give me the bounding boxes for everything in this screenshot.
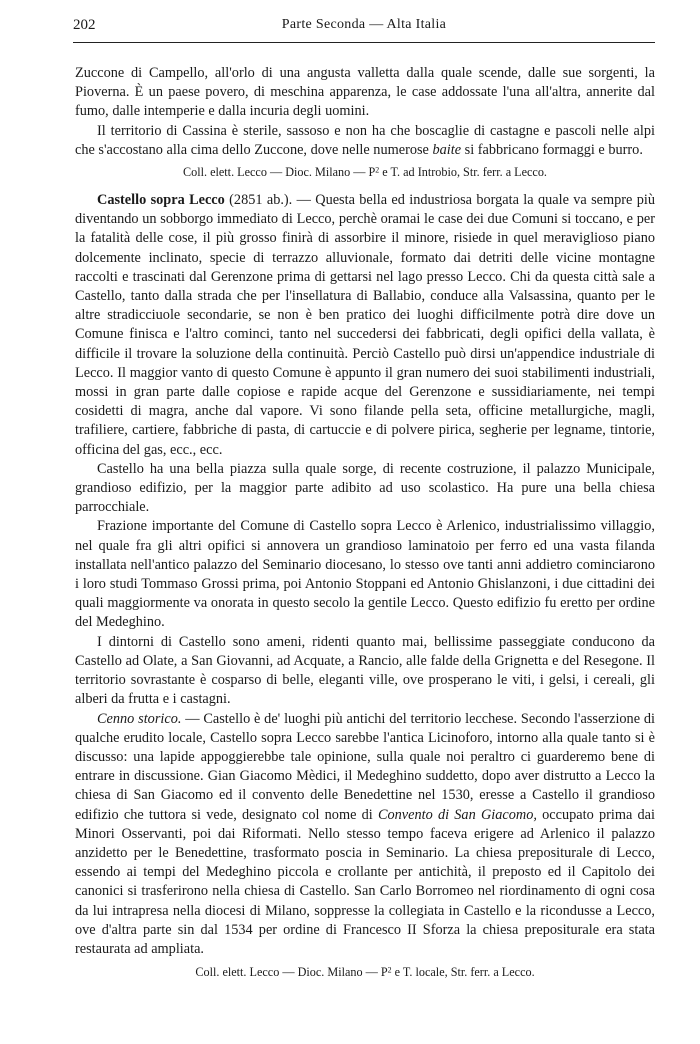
note-superscript: 2 — [375, 165, 380, 175]
note-superscript: 2 — [387, 965, 392, 975]
administrative-note — [75, 963, 655, 981]
running-title: Parte Seconda — Alta Italia — [281, 17, 447, 32]
paragraph-castello-piazza: Castello ha una bella piazza sulla quale sorge, di recente costruzione, il palazzo Municipale, grandioso edifizio, per la maggior parte adibito ad uso scolastico. Ha pure una bella chiesa parrocchiale. — [75, 460, 655, 516]
page-number: 202 — [73, 17, 96, 33]
paragraph-dintorni: I dintorni di Castello sono ameni, ridenti quanto mai, bellissime passeggiate conducono da Castello ad Olate, a San Giovanni, ad Acquate, a Rancio, alle falde della Grignetta e del Resegone. Il territorio sovrastante è cosparso di belle, eleganti ville, ove prosperano le viti, i gelsi, i cereali, gli alberi da frutta e i castagni. — [75, 633, 655, 708]
entry-heading: Castello sopra Lecco — [97, 192, 225, 209]
italic-term: baite — [432, 141, 462, 158]
italic-term: Convento di San Giacomo, — [377, 806, 537, 823]
paragraph-castello-intro — [75, 191, 655, 460]
note-text: e T. locale, Str. ferr. a Lecco. — [391, 965, 535, 980]
note-text: Coll. elett. Lecco — Dioc. Milano — P — [195, 965, 388, 980]
paragraph-cenno-storico — [75, 710, 655, 960]
paragraph-text: si fabbricano formaggi e burro. — [461, 141, 643, 158]
administrative-note — [75, 163, 655, 181]
paragraph-text: (2851 ab.). — Questa bella ed industriosa borgata la quale va sempre più diventando un sobborgo immediato di Lecco, perchè oramai le case dei due Comuni si toccano, e per la fatalità delle cose, il più grosso finirà di assorbire il minore, risiede in quel meraviglioso piano dolcemente inclinato, specie di terrazzo alluvionale, formato dai detriti delle vicine montagne raccolti e trascinati dal Gerenzone prima di gettarsi nel lago presso Lecco. Chi da questa città sale a Castello, tanto dalla strada che per l'insellatura di Ballabio, conduce alla Valsassina, quanto per le altre stradicciuole secondarie, se non è ben pratico dei luoghi difficilmente potrà dire dove un Comune finisca e l'altro cominci, tanto nel succedersi dei fabbricati, degli opifici della vallata, è difficile il trovare la soluzione della continuità. Perciò Castello può dirsi un'appendice industriale di Lecco. Il maggior vanto di questo Comune è appunto il gran numero dei suoi stabilimenti industriali, mossi in gran parte dalle copiose e rapide acque del Gerenzone e sussidiariamente, nei tempi cosidetti di magra, anche dal vapore. Vi sono filande pella seta, officine metallurgiche, magli, trafiliere, cartiere, fabbriche di pasta, di cartuccie e di polvere pirica, segherie per legname, tintorie, officina del gas, ecc., ecc. — [75, 192, 656, 458]
note-text: Coll. elett. Lecco — Dioc. Milano — P — [183, 165, 376, 180]
paragraph-cassina-village: Zuccone di Campello, all'orlo di una angusta valletta dalla quale scende, dalle sue sorgenti, la Pioverna. È un paese povero, di meschina apparenza, le case addossate l'una all'altra, annerite dal fumo, dalle intemperie e dalla incuria degli uomini. — [75, 65, 655, 120]
section-label: Cenno storico. — [97, 710, 182, 727]
page-body — [75, 64, 655, 991]
paragraph-arlenico: Frazione importante del Comune di Castello sopra Lecco è Arlenico, industrialissimo villaggio, nel quale fra gli altri opifici si annovera un grandioso laminatoio per ferro ed una vasta filanda installata nell'antico palazzo del Seminario diocesano, lo stesso ove tanti anni addietro cominciarono i loro studi Tommaso Grossi prima, poi Antonio Stoppani ed Antonio Ghislanzoni, i due cittadini dei quali maggiormente va onorata in questo secolo la gentile Lecco. Questo edifizio fu eretto per ordine del Medeghino. — [75, 518, 655, 631]
note-text: e T. ad Introbio, Str. ferr. a Lecco. — [379, 165, 547, 180]
paragraph-text: — Castello è de' luoghi più antichi del territorio lecchese. Secondo l'asserzione di qualche erudito locale, Castello sopra Lecco sarebbe l'antica Licinoforo, intorno alla quale tanto si è discusso: una lapide appoggierebbe tale opinione, sulla quale noi peraltro ci guarderemo bene di entrare in discussione. Gian Giacomo Mèdici, il Medeghino suddetto, dopo aver distrutto a Lecco la chiesa di San Giacomo ed il convento delle Benedettine nel 1530, eresse a Castello il grandioso edifizio che tuttora si vede, designato col nome di — [75, 710, 655, 823]
paragraph-text: Il territorio di Cassina è sterile, sassoso e non ha che boscaglie di castagne e pascoli nelle alpi che s'accostano alla cima dello Zuccone, dove nelle numerose — [75, 122, 655, 158]
paragraph-text: occupato prima dai Minori Osservanti, poi dai Riformati. Nello stesso tempo faceva erigere ad Arlenico il palazzo anzidetto per le Benedettine, trasformato poscia in Seminario. La chiesa prepositurale di Lecco, essendo ai tempi del Medeghino piccola e crollante per antichità, il preposto ed il Capitolo dei canonici si trasferirono nella chiesa di Castello. San Carlo Borromeo nel riordinamento di ogni cosa da lui intrapresa nella diocesi di Milano, soppresse la collegiata in Castello e la ricondusse a Lecco, ove d'altra parte sin dal 1534 per ordine di Francesco II Sforza la chiesa prepositurale era stata restaurata ad ampliata. — [75, 806, 655, 957]
paragraph-cassina-territory — [75, 122, 655, 160]
header-rule — [73, 42, 655, 43]
running-header — [73, 12, 655, 38]
